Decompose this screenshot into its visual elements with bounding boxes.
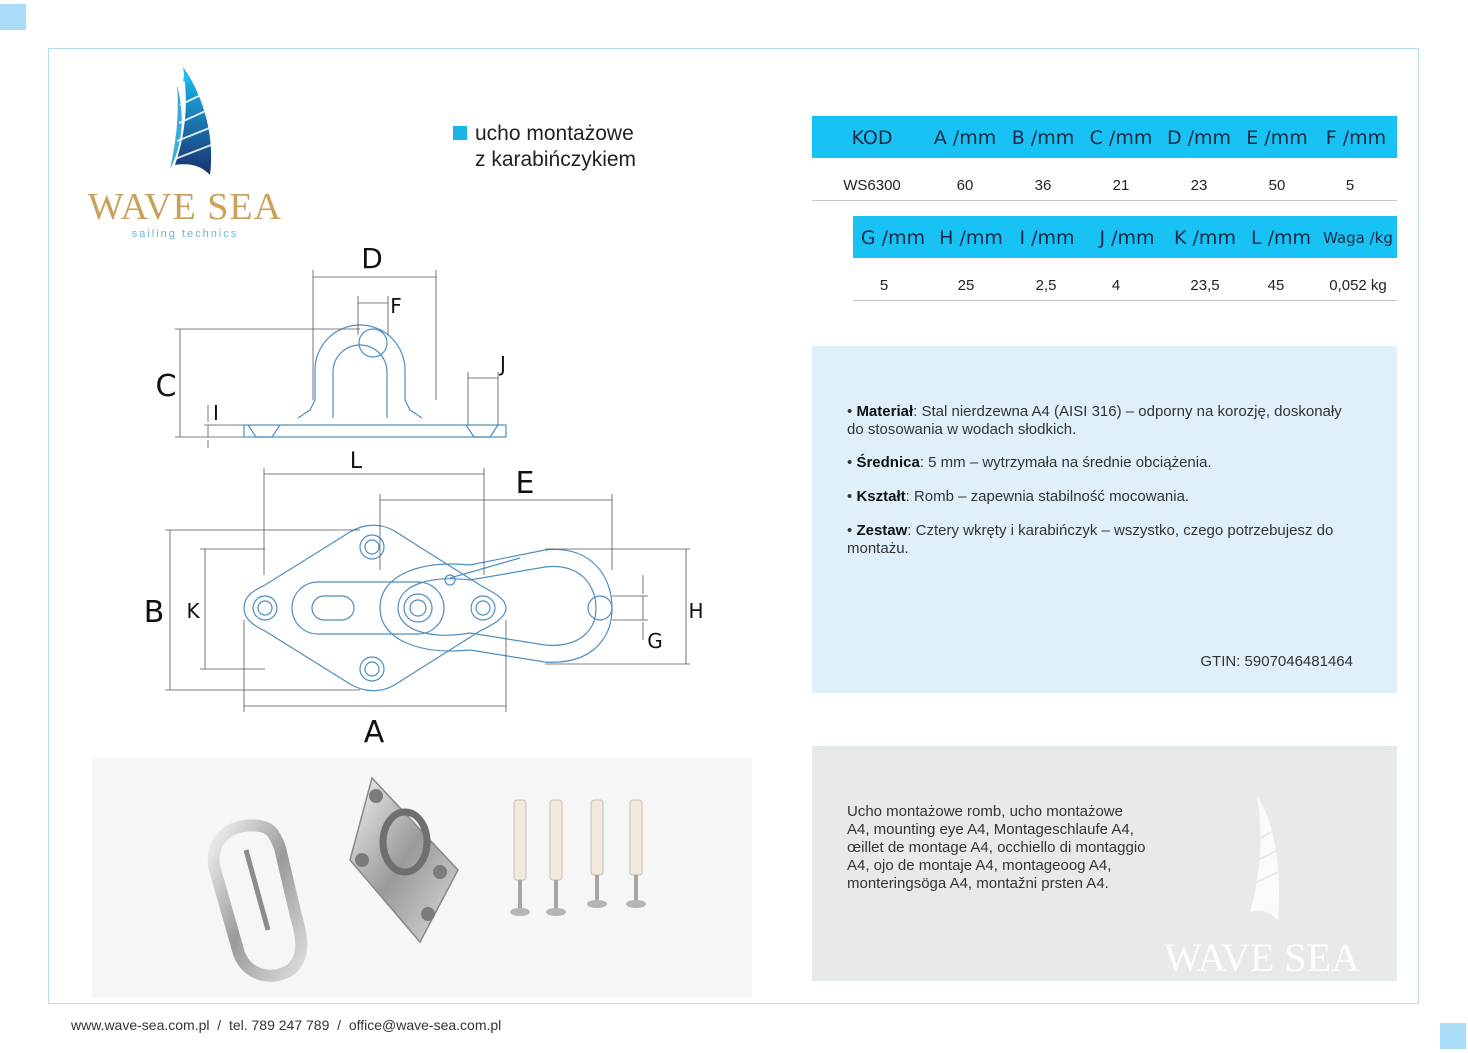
spec-value-j: 4 <box>1111 277 1121 294</box>
corner-square-top-left <box>0 4 26 30</box>
spec-header-f: F /mm <box>1325 127 1387 149</box>
spec-header-a: A /mm <box>933 127 997 149</box>
spec-table-1 <box>812 116 1397 202</box>
dim-label-f: F <box>390 294 402 318</box>
spec-value-a: 60 <box>956 177 974 194</box>
bullet: • <box>847 488 853 505</box>
description-item-shape <box>847 488 1357 506</box>
dim-label-l: L <box>349 449 363 474</box>
dim-label-g: G <box>647 629 663 653</box>
spec-header-k: K /mm <box>1174 227 1236 249</box>
alt-names-text: Ucho montażowe romb, ucho montażowe A4, mounting eye A4, Montageschlaufe A4, œillet de montage A4, occhiello di montaggio A4, ojo de montaje A4, montageoog A4, monteringsöga A4, montažni prsten A4. <box>847 803 1146 892</box>
description-label: Średnica <box>856 454 920 471</box>
brand-name: WAVE SEA <box>87 186 283 228</box>
spec-value-g: 5 <box>879 277 889 294</box>
spec-header-g: G /mm <box>860 227 926 249</box>
description-text: : Stal nierdzewna A4 (AISI 316) – odporny na korozję, doskonały do stosowania w wodach słodkich. <box>847 403 1342 438</box>
spec-table-2-rule <box>853 300 1397 301</box>
description-box <box>812 346 1397 693</box>
description-item-material <box>847 403 1357 439</box>
spec-header-c: C /mm <box>1089 127 1153 149</box>
footer-separator: / <box>217 1017 222 1033</box>
spec-value-l: 45 <box>1267 277 1285 294</box>
brand-logo <box>75 65 295 245</box>
product-title-line2: z karabińczykiem <box>475 148 637 171</box>
corner-square-bottom-right <box>1440 1023 1466 1049</box>
dim-label-a: A <box>363 715 385 750</box>
spec-value-kod: WS6300 <box>843 177 901 194</box>
description-text: : 5 mm – wytrzymała na średnie obciążenia. <box>919 454 1212 471</box>
spec-value-b: 36 <box>1034 177 1052 194</box>
footer-email-link[interactable]: office@wave-sea.com.pl <box>348 1017 502 1033</box>
spec-header-l: L /mm <box>1250 227 1312 249</box>
description-text: : Cztery wkręty i karabińczyk – wszystko, czego potrzebujesz do montażu. <box>847 522 1334 557</box>
spec-value-i: 2,5 <box>1035 277 1057 294</box>
product-title-line1: ucho montażowe <box>475 122 634 145</box>
spec-table-1-rule <box>812 200 1397 201</box>
spec-table-2 <box>853 216 1397 302</box>
spec-header-waga: Waga /kg <box>1323 229 1393 247</box>
alt-names-box <box>812 746 1397 981</box>
description-label: Zestaw <box>856 522 908 539</box>
brand-tagline: sailing technics <box>131 228 239 240</box>
dim-label-j: J <box>500 352 506 376</box>
spec-header-j: J /mm <box>1099 227 1155 249</box>
description-label: Kształt <box>856 488 906 505</box>
spec-value-waga: 0,052 kg <box>1329 277 1387 294</box>
spec-header-b: B /mm <box>1011 127 1075 149</box>
footer-contact <box>71 1017 501 1033</box>
dim-label-d: D <box>361 242 383 275</box>
footer-phone[interactable]: tel. 789 247 789 <box>228 1017 330 1033</box>
spec-header-h: H /mm <box>939 227 1003 249</box>
bullet: • <box>847 454 853 471</box>
bullet: • <box>847 522 853 539</box>
dim-label-h: H <box>688 599 704 623</box>
spec-header-d: D /mm <box>1166 127 1232 149</box>
description-item-set <box>847 522 1357 558</box>
spec-header-e: E /mm <box>1246 127 1308 149</box>
footer-website-link[interactable]: www.wave-sea.com.pl <box>71 1017 210 1033</box>
bullet: • <box>847 403 853 420</box>
description-item-diameter <box>847 454 1357 472</box>
title-square-icon <box>453 126 467 140</box>
dim-label-c: C <box>155 369 177 404</box>
spec-value-d: 23 <box>1190 177 1208 194</box>
gtin-code: GTIN: 5907046481464 <box>1200 653 1353 670</box>
spec-value-k: 23,5 <box>1190 277 1220 294</box>
dim-label-k: K <box>186 599 200 623</box>
watermark-text: WAVE SEA <box>1164 935 1360 980</box>
spec-value-e: 50 <box>1268 177 1286 194</box>
dim-label-e: E <box>515 466 535 501</box>
watermark-logo <box>1142 791 1382 981</box>
footer-separator: / <box>337 1017 342 1033</box>
spec-value-c: 21 <box>1112 177 1130 194</box>
sail-icon <box>75 65 295 185</box>
spec-value-h: 25 <box>957 277 975 294</box>
spec-header-i: I /mm <box>1019 227 1075 249</box>
spec-value-f: 5 <box>1345 177 1355 194</box>
dim-label-i: I <box>213 401 219 425</box>
description-label: Materiał <box>856 403 914 420</box>
description-text: : Romb – zapewnia stabilność mocowania. <box>905 488 1190 505</box>
spec-header-kod: KOD <box>851 127 893 149</box>
dim-label-b: B <box>143 595 165 630</box>
